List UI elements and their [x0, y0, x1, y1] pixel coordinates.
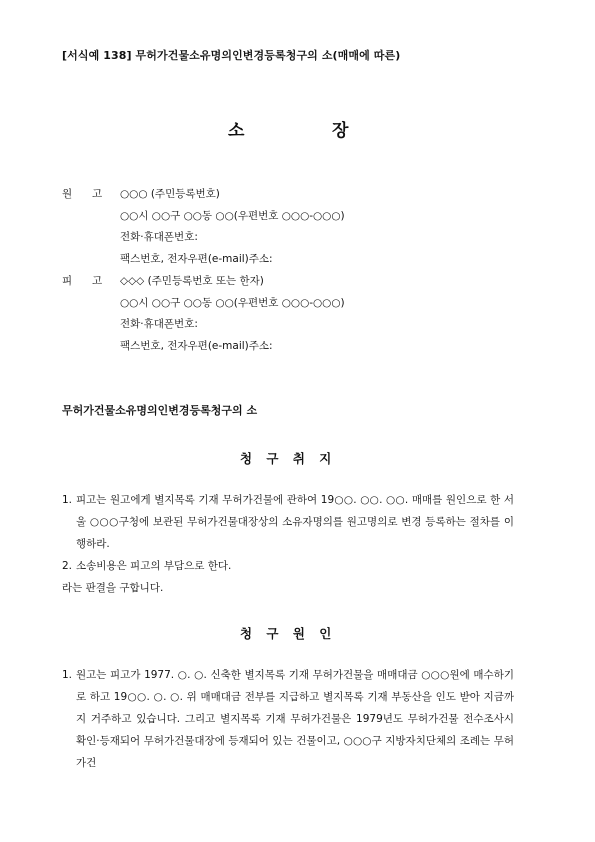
defendant-details [120, 271, 345, 357]
plaintiff-name: ○○○ (주민등록번호) [120, 188, 220, 200]
defendant-name: ◇◇◇ (주민등록번호 또는 한자) [120, 275, 264, 287]
defendant-label-char-2: 고 [92, 275, 103, 287]
claim-purpose-item [62, 489, 514, 555]
item-text: 소송비용은 피고의 부담으로 한다. [76, 560, 232, 572]
doc-title-char-1: 소 [228, 121, 245, 141]
plaintiff-phone: 전화·휴대폰번호: [120, 231, 198, 244]
plaintiff-label [62, 184, 122, 206]
claim-purpose-item [62, 555, 514, 577]
defendant-label [62, 271, 122, 293]
item-text: 원고는 피고가 1977. ○. ○. 신축한 별지목록 기재 무허가건물을 매매대금 ○○○원에 매수하기로 하고 19○○. ○. ○. 위 매매대금 전부를 지급하고 별지목록 기재 부동산을 인도 받아 지금까지 거주하고 있습니다. 그리고 별지목록 기재 무허가건물은 1979년도 무허가건물 전수조사시 확인·등재되어 무허가건물대장에 등재되어 있는 건물이고, ○○○구 지방자치단체의 조례는 무허가건 [76, 669, 514, 769]
defendant-label-char-1: 피 [62, 275, 73, 287]
plaintiff-address: ○○시 ○○구 ○○동 ○○(우편번호 ○○○-○○○) [120, 209, 345, 222]
claim-cause-title: 청 구 원 인 [240, 626, 332, 641]
plaintiff-details [120, 184, 345, 270]
defendant-phone: 전화·휴대폰번호: [120, 318, 198, 331]
claim-purpose-body [62, 489, 514, 599]
claim-purpose-title: 청 구 취 지 [240, 451, 332, 466]
defendant-fax-email: 팩스번호, 전자우편(e-mail)주소: [120, 339, 273, 352]
item-text: 피고는 원고에게 별지목록 기재 무허가건물에 관하여 19○○. ○○. ○○. 매매를 원인으로 한 서울 ○○○구청에 보관된 무허가건물대장상의 소유자명의를 원고명의로 변경 등록하는 절차를 이행하라. [76, 494, 514, 550]
item-number: 1. [62, 494, 73, 506]
plaintiff-label-char-1: 원 [62, 188, 73, 200]
claim-closing: 라는 판결을 구합니다. [62, 582, 164, 594]
plaintiff-label-char-2: 고 [92, 188, 103, 200]
item-number: 1. [62, 669, 73, 681]
claim-cause-item [62, 664, 514, 774]
case-name: 무허가건물소유명의인변경등록청구의 소 [62, 404, 258, 417]
defendant-address: ○○시 ○○구 ○○동 ○○(우편번호 ○○○-○○○) [120, 296, 345, 309]
doc-title-char-2: 장 [332, 121, 349, 141]
form-title: [서식예 138] 무허가건물소유명의인변경등록청구의 소(매매에 따른) [62, 49, 401, 62]
plaintiff-fax-email: 팩스번호, 전자우편(e-mail)주소: [120, 252, 273, 265]
claim-cause-body [62, 664, 514, 774]
item-number: 2. [62, 560, 73, 572]
